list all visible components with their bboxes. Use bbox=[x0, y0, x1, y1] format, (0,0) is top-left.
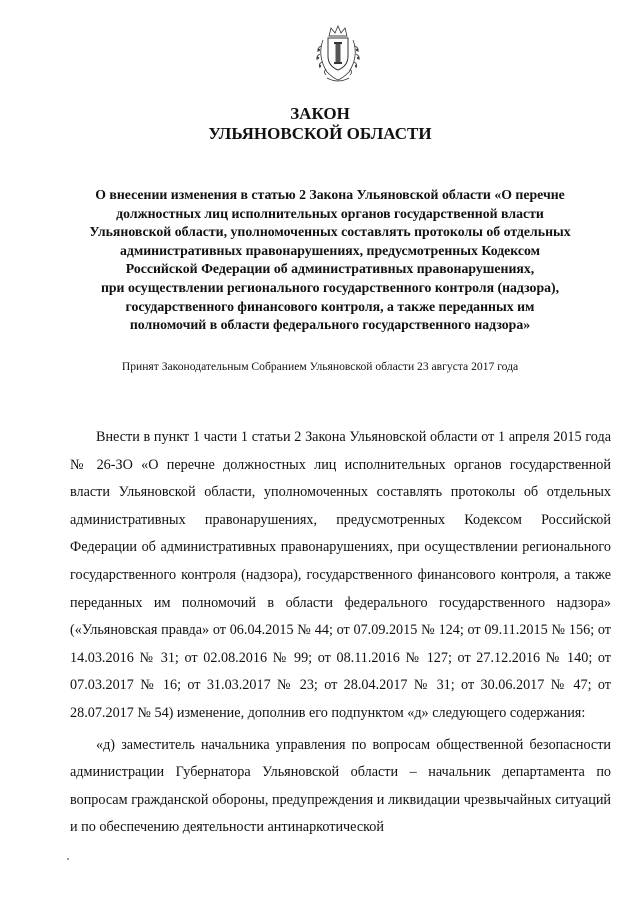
title-line: должностных лиц исполнительных органов государственной власти bbox=[116, 205, 544, 221]
law-body bbox=[70, 424, 611, 842]
title-line: государственного финансового контроля, а также переданных им bbox=[125, 298, 535, 314]
body-paragraph: Внести в пункт 1 части 1 статьи 2 Закона Ульяновской области от 1 апреля 2015 года № 26-ЗО «О перечне должностных лиц исполнительных органов государственной власти Ульяновской области, уполномоченных составлять протоколы об отдельных административных правонарушениях, предусмотренных Кодексом Российской Федерации об административных правонарушениях, при осуществлении регионального государственного контроля (надзора), государственного финансового контроля, а также переданных им полномочий в области федерального государственного надзора» («Ульяновская правда» от 06.04.2015 № 44; от 07.09.2015 № 124; от 09.11.2015 № 156; от 14.03.2016 № 31; от 02.08.2016 № 99; от 08.11.2016 № 127; от 27.12.2016 № 140; от 07.03.2017 № 16; от 31.03.2017 № 23; от 28.04.2017 № 31; от 30.06.2017 № 47; от 28.07.2017 № 54) изменение, дополнив его подпунктом «д» следующего содержания: bbox=[70, 429, 611, 721]
title-line: при осуществлении регионального государственного контроля (надзора), bbox=[100, 279, 560, 295]
body-paragraph: «д) заместитель начальника управления по вопросам общественной безопасности администрации Губернатора Ульяновской области – начальник департамента по вопросам гражданской обороны, предупреждения и ликвидации чрезвычайных ситуаций и по обеспечению деятельности антинаркотической bbox=[70, 736, 611, 836]
title-line: Ульяновской области, уполномоченных составлять протоколы об отдельных bbox=[89, 224, 571, 240]
title-line: административных правонарушениях, предусмотренных Кодексом bbox=[119, 242, 541, 258]
title-line: полномочий в области федерального государственного надзора» bbox=[129, 317, 531, 333]
law-title bbox=[60, 186, 600, 335]
law-heading: ЗАКОН bbox=[290, 104, 350, 123]
scan-mark bbox=[67, 858, 69, 860]
adoption-note: Принят Законодательным Собранием Ульяновской области 23 августа 2017 года bbox=[121, 360, 519, 373]
coat-of-arms-icon bbox=[309, 22, 367, 86]
title-line: О внесении изменения в статью 2 Закона Ульяновской области «О перечне bbox=[95, 187, 565, 202]
title-line: Российской Федерации об административных правонарушениях, bbox=[125, 261, 535, 277]
region-heading: УЛЬЯНОВСКОЙ ОБЛАСТИ bbox=[208, 124, 432, 143]
